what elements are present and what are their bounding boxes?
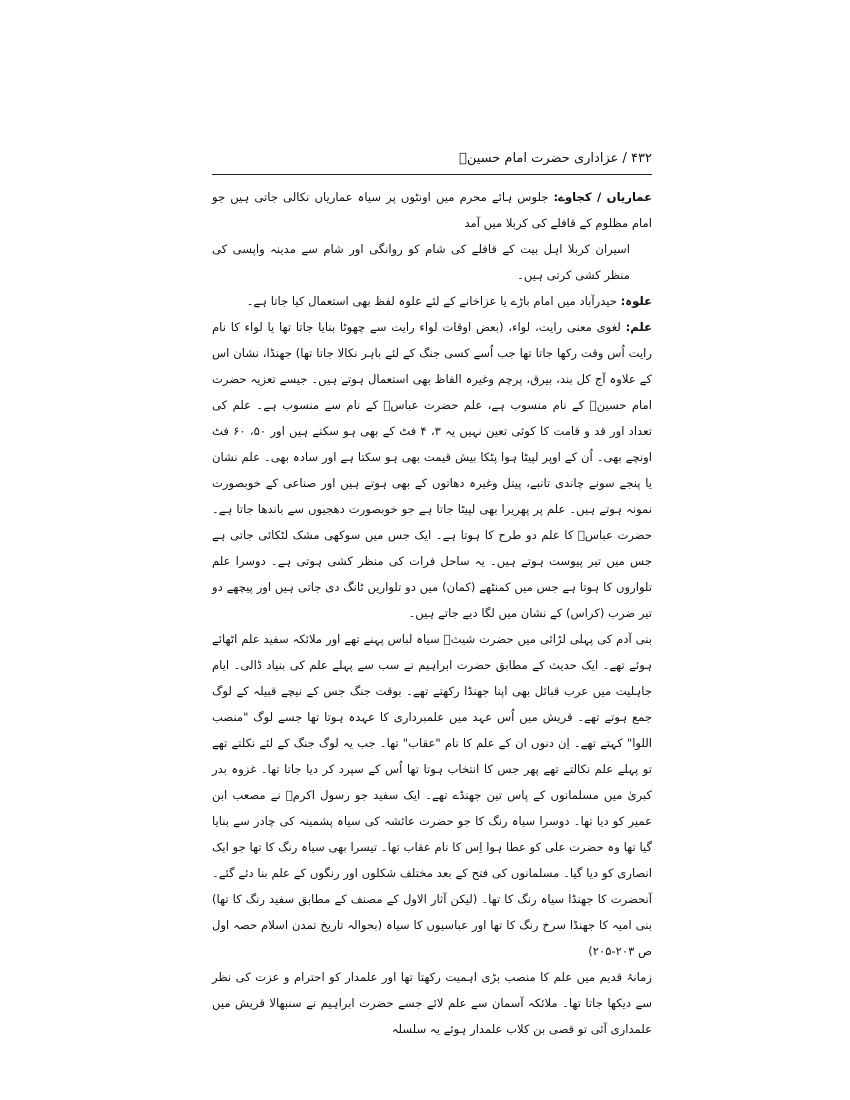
- entry-text: حیدرآباد میں امام باڑے یا عزاخانے کے لئے علوہ لفظ بھی استعمال کیا جاتا ہے۔: [246, 294, 617, 308]
- page-content: [212, 184, 652, 1042]
- entry-term: عماریاں / کجاوے:: [553, 190, 653, 204]
- paragraph-ancient: زمانۂ قدیم میں علم کا منصب بڑی اہمیت رکھتا تھا اور علمدار کو احترام و عزت کی نظر سے دیکھا جاتا تھا۔ ملائکہ آسمان سے علم لائے جسے حضرت ابراہیم نے سنبھالا قریش میں علمداری آئی تو قصی بن کلاب علمدار ہوئے یہ سلسلہ: [212, 970, 652, 1036]
- entry-amariyan: [212, 184, 652, 236]
- page-number: ۴۳۲: [631, 151, 652, 166]
- entry-amariyan-continuation: اسیران کربلا اہل بیت کے قافلے کی شام کو روانگی اور شام سے مدینہ واپسی کی منظر کشی کرتی ہیں۔: [212, 242, 630, 282]
- page-header: [212, 150, 652, 174]
- entry-alam: [212, 314, 652, 626]
- entry-alawa: [212, 288, 652, 314]
- book-title: عزاداری حضرت امام حسینؑ: [459, 151, 619, 166]
- entry-term: علم:: [625, 320, 653, 334]
- entry-term: علوہ:: [620, 294, 652, 308]
- header-separator: /: [622, 151, 627, 166]
- header-rule: [212, 174, 652, 175]
- paragraph-history: بنی آدم کی پہلی لڑائی میں حضرت شیثؑ سیاہ لباس پہنے تھے اور ملائکہ سفید علم اٹھائے ہوئے تھے۔ ایک حدیث کے مطابق حضرت ابراہیم نے سب سے پہلے علم کی بنیاد ڈالی۔ ایام جاہلیت میں عرب قبائل بھی اپنا جھنڈا رکھتے تھے۔ بوقت جنگ جس کے نیچے قبیلہ کے لوگ جمع ہوتے تھے۔ قریش میں اُس عہد میں علمبرداری کا عہدہ ہوتا تھا جسے لوگ "منصب اللوا" کہتے تھے۔ اِن دنوں ان کے علم کا نام "عقاب" تھا۔ جب یہ لوگ جنگ کے لئے نکلتے تھے تو پہلے علم نکالتے تھے پھر جس کا انتخاب ہوتا تھا اُس کے سپرد کر دیا جاتا تھا۔ غزوہ بدر کبریٰ میں مسلمانوں کے پاس تین جھنڈے تھے۔ ایک سفید جو رسول اکرمؐ نے مصعب ابن عمیر کو دیا تھا۔ دوسرا سیاہ رنگ کا جو حضرت عائشہ کی سیاہ پشمینہ کی چادر سے بنایا گیا تھا وہ حضرت علی کو عطا ہوا اِس کا نام عقاب تھا۔ تیسرا بھی سیاہ رنگ کا تھا جو ایک انصاری کو دیا گیا۔ مسلمانوں کی فتح کے بعد مختلف شکلوں اور رنگوں کے علم بنا دئے گئے۔ آنحضرت کا جھنڈا سیاہ رنگ کا تھا۔ (لیکن آثار الاول کے مصنف کے مطابق سفید رنگ کا تھا) بنی امیہ کا جھنڈا سرخ رنگ کا تھا اور عباسیوں کا سیاہ (بحوالہ تاریخ تمدن اسلام حصہ اول ص ۲۰۳-۲۰۵): [212, 632, 652, 958]
- entry-text: جلوس ہائے محرم میں اونٹوں پر سیاہ عماریاں نکالی جاتی ہیں جو امام مظلوم کے قافلے کی کربلا میں آمد: [212, 190, 652, 230]
- entry-text: لغوی معنی رایت، لواء، (بعض اوقات لواء رایت سے چھوٹا بنایا جاتا تھا یا لواء کا نام رایت اُس وقت رکھا جاتا تھا جب اُسے کسی جنگ کے لئے باہر نکالا جاتا تھا) جھنڈا، نشان اس کے علاوہ آج کل بند، بیرق، پرچم وغیرہ الفاظ بھی استعمال ہوتے ہیں۔ جیسے تعزیہ حضرت امام حسینؑ کے نام منسوب ہے، علم حضرت عباسؑ کے نام سے منسوب ہے۔ علم کی تعداد اور قد و قامت کا کوئی تعین نہیں یہ ۳، ۴ فٹ کے بھی ہو سکتے ہیں اور ۵۰، ۶۰ فٹ اونچے بھی۔ اُن کے اوپر لپیٹا ہوا پٹکا بیش قیمت بھی ہو سکتا ہے اور سادہ بھی۔ علم نشان یا پنجے سونے چاندی تانبے، پیتل وغیرہ دھاتوں کے بھی ہوتے ہیں اور صناعی کے خوبصورت نمونہ ہوتے ہیں۔ علم پر پھریرا بھی لپیٹا جاتا ہے جو خوبصورت دھجیوں سے باندھا جاتا ہے۔ حضرت عباسؑ کا علم دو طرح کا ہوتا ہے۔ ایک جس میں سوکھی مشک لٹکائی جاتی ہے جس میں تیر پیوست ہوتے ہیں۔ یہ ساحل فرات کی منظر کشی ہوتی ہے۔ دوسرا علم تلواروں کا ہوتا ہے جس میں کمنٹھے (کمان) میں دو تلواریں ٹانگ دی جاتی ہیں اور پیچھے دو تیر ضرب (کراس) کے نشان میں لگا دیے جاتے ہیں۔: [212, 320, 652, 620]
